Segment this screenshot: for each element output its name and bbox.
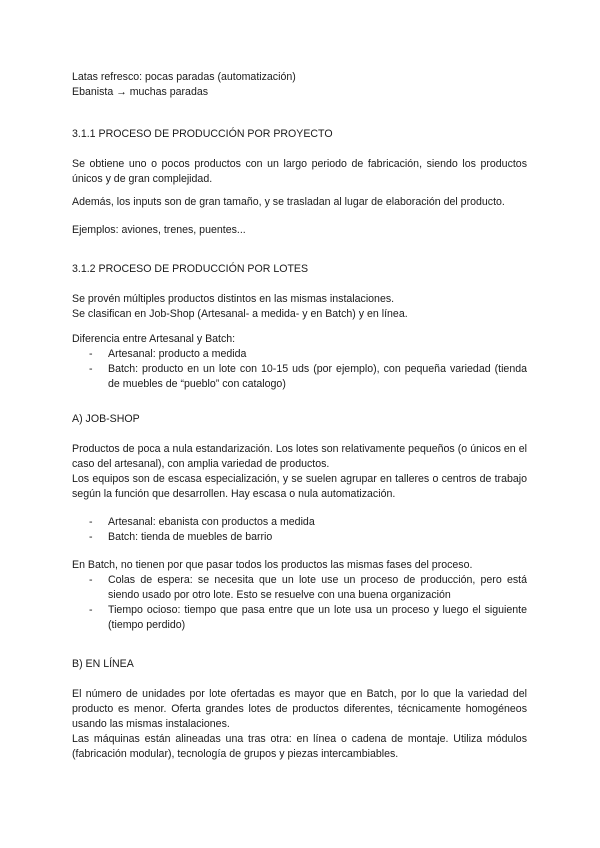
en-linea-paragraph-2: Las máquinas están alineadas una tras otra: en línea o cadena de montaje. Utiliza módulos (fabricación modular), tecnología de grupos y piezas intercambiables. xyxy=(72,733,527,760)
list-item: - Batch: producto en un lote con 10-15 uds (por ejemplo), con pequeña variedad (tienda de muebles de “pueblo” con catalogo) xyxy=(89,363,527,390)
list-item: - Artesanal: ebanista con productos a medida xyxy=(89,516,315,528)
list-item: - Batch: tienda de muebles de barrio xyxy=(89,531,273,543)
list-item: - Tiempo ocioso: tiempo que pasa entre que un lote usa un proceso y luego el siguiente (tiempo perdido) xyxy=(89,604,527,631)
job-shop-paragraph-2: Los equipos son de escasa especialización, y se suelen agrupar en talleres o centros de trabajo según la función que desarrollen. Hay escasa o nula automatización. xyxy=(72,473,527,500)
heading-job-shop: A) JOB-SHOP xyxy=(72,413,140,425)
difference-list xyxy=(72,347,527,392)
job-shop-paragraph-1: Productos de poca a nula estandarización. Los lotes son relativamente pequeños (o únicos en el caso del artesanal), con amplia variedad de productos. xyxy=(72,443,527,470)
intro-line-2: Ebanista → muchas paradas xyxy=(72,86,209,98)
list-item: - Artesanal: producto a medida xyxy=(89,348,247,360)
lotes-paragraph-2: Se clasifican en Job-Shop (Artesanal- a medida- y en Batch) y en línea. xyxy=(72,308,408,320)
proyecto-examples: Ejemplos: aviones, trenes, puentes... xyxy=(72,224,246,236)
difference-title: Diferencia entre Artesanal y Batch: xyxy=(72,333,236,345)
heading-3-1-1: 3.1.1 PROCESO DE PRODUCCIÓN POR PROYECTO xyxy=(72,128,333,140)
document-body xyxy=(72,70,527,762)
intro-line-1: Latas refresco: pocas paradas (automatización) xyxy=(72,71,296,83)
en-linea-paragraph-1: El número de unidades por lote ofertadas es mayor que en Batch, por lo que la variedad del producto es menor. Oferta grandes lotes de productos diferentes, técnicamente homogéneos usando las mismas instalaciones. xyxy=(72,688,527,730)
list-item: - Colas de espera: se necesita que un lote use un proceso de producción, pero está siendo usado por otro lote. Esto se resuelve con una buena organización xyxy=(89,574,527,601)
proyecto-paragraph-1: Se obtiene uno o pocos productos con un largo periodo de fabricación, siendo los productos únicos y de gran complejidad. xyxy=(72,158,527,185)
batch-intro: En Batch, no tienen por que pasar todos los productos las mismas fases del proceso. xyxy=(72,559,473,571)
heading-en-linea: B) EN LÍNEA xyxy=(72,658,134,670)
lotes-paragraph-1: Se provén múltiples productos distintos en las mismas instalaciones. xyxy=(72,293,395,305)
batch-list xyxy=(72,573,527,633)
proyecto-paragraph-2: Además, los inputs son de gran tamaño, y se trasladan al lugar de elaboración del producto. xyxy=(72,196,505,208)
heading-3-1-2: 3.1.2 PROCESO DE PRODUCCIÓN POR LOTES xyxy=(72,263,309,275)
job-shop-list xyxy=(72,515,527,545)
